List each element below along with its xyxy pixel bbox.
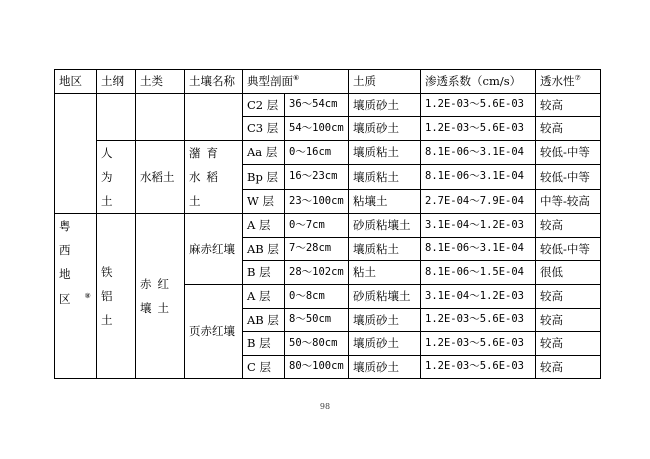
depth-cell: 80～100cm bbox=[285, 355, 349, 379]
coef-cell: 3.1E-04～1.2E-03 bbox=[421, 284, 536, 308]
layer-cell: AB 层 bbox=[243, 237, 285, 261]
layer-cell: A 层 bbox=[243, 214, 285, 238]
coef-cell: 3.1E-04～1.2E-03 bbox=[421, 214, 536, 238]
perm-cell: 较高 bbox=[536, 93, 601, 117]
layer-cell: C2 层 bbox=[243, 93, 285, 117]
name-cell: 潴育水稻土 bbox=[185, 140, 243, 213]
coef-cell: 8.1E-06～3.1E-04 bbox=[421, 165, 536, 189]
texture-cell: 壤质砂土 bbox=[349, 93, 421, 117]
region-cell-empty bbox=[55, 93, 97, 214]
texture-cell: 壤质粘土 bbox=[349, 140, 421, 164]
table-row bbox=[55, 214, 601, 238]
layer-cell: C 层 bbox=[243, 355, 285, 379]
header-profile: 典型剖面⑥ bbox=[243, 70, 349, 94]
texture-cell: 粘土 bbox=[349, 261, 421, 285]
perm-cell: 较高 bbox=[536, 332, 601, 356]
coef-cell: 1.2E-03～5.6E-03 bbox=[421, 93, 536, 117]
footnote-7: ⑦ bbox=[574, 74, 581, 83]
depth-cell: 36～54cm bbox=[285, 93, 349, 117]
depth-cell: 8～50cm bbox=[285, 308, 349, 332]
layer-cell: B 层 bbox=[243, 261, 285, 285]
coef-cell: 8.1E-06～3.1E-04 bbox=[421, 140, 536, 164]
header-region: 地区 bbox=[55, 70, 97, 94]
layer-cell: Aa 层 bbox=[243, 140, 285, 164]
perm-cell: 中等-较高 bbox=[536, 189, 601, 213]
coef-cell: 1.2E-03～5.6E-03 bbox=[421, 355, 536, 379]
header-perm: 透水性⑦ bbox=[536, 70, 601, 94]
coef-cell: 1.2E-03～5.6E-03 bbox=[421, 308, 536, 332]
perm-cell: 较高 bbox=[536, 284, 601, 308]
class-cell: 赤红壤土 bbox=[136, 214, 185, 379]
texture-cell: 砂质粘壤土 bbox=[349, 214, 421, 238]
perm-cell: 很低 bbox=[536, 261, 601, 285]
footnote-8: ⑧ bbox=[84, 291, 91, 300]
order-cell-empty bbox=[97, 93, 136, 140]
perm-cell: 较高 bbox=[536, 117, 601, 141]
header-row bbox=[55, 70, 601, 94]
layer-cell: Bp 层 bbox=[243, 165, 285, 189]
layer-cell: B 层 bbox=[243, 332, 285, 356]
coef-cell: 1.2E-03～5.6E-03 bbox=[421, 332, 536, 356]
header-name: 土壤名称 bbox=[185, 70, 243, 94]
perm-cell: 较低-中等 bbox=[536, 237, 601, 261]
texture-cell: 壤质砂土 bbox=[349, 308, 421, 332]
header-order: 土纲 bbox=[97, 70, 136, 94]
layer-cell: C3 层 bbox=[243, 117, 285, 141]
soil-permeability-table bbox=[54, 69, 601, 379]
coef-cell: 2.7E-04～7.9E-04 bbox=[421, 189, 536, 213]
depth-cell: 0～8cm bbox=[285, 284, 349, 308]
texture-cell: 砂质粘壤土 bbox=[349, 284, 421, 308]
page-number: 98 bbox=[319, 402, 331, 411]
perm-cell: 较高 bbox=[536, 308, 601, 332]
coef-cell: 1.2E-03～5.6E-03 bbox=[421, 117, 536, 141]
coef-cell: 8.1E-06～3.1E-04 bbox=[421, 237, 536, 261]
texture-cell: 粘壤土 bbox=[349, 189, 421, 213]
header-coef: 渗透系数（cm/s） bbox=[421, 70, 536, 94]
footnote-6: ⑥ bbox=[293, 74, 300, 83]
class-cell: 水稻土 bbox=[136, 140, 185, 213]
depth-cell: 50～80cm bbox=[285, 332, 349, 356]
layer-cell: W 层 bbox=[243, 189, 285, 213]
name-cell: 麻赤红壤 bbox=[185, 214, 243, 285]
texture-cell: 壤质粘土 bbox=[349, 237, 421, 261]
depth-cell: 54～100cm bbox=[285, 117, 349, 141]
depth-cell: 0～16cm bbox=[285, 140, 349, 164]
header-class: 土类 bbox=[136, 70, 185, 94]
texture-cell: 壤质砂土 bbox=[349, 332, 421, 356]
coef-cell: 8.1E-06～1.5E-04 bbox=[421, 261, 536, 285]
header-texture: 土质 bbox=[349, 70, 421, 94]
perm-cell: 较低-中等 bbox=[536, 165, 601, 189]
layer-cell: AB 层 bbox=[243, 308, 285, 332]
name-cell-empty bbox=[185, 93, 243, 140]
class-cell-empty bbox=[136, 93, 185, 140]
texture-cell: 壤质砂土 bbox=[349, 117, 421, 141]
depth-cell: 0～7cm bbox=[285, 214, 349, 238]
order-cell: 铁铝土 bbox=[97, 214, 136, 379]
perm-cell: 较高 bbox=[536, 214, 601, 238]
texture-cell: 壤质粘土 bbox=[349, 165, 421, 189]
name-cell: 页赤红壤 bbox=[185, 284, 243, 378]
depth-cell: 16～23cm bbox=[285, 165, 349, 189]
layer-cell: A 层 bbox=[243, 284, 285, 308]
perm-cell: 较低-中等 bbox=[536, 140, 601, 164]
depth-cell: 23～100cm bbox=[285, 189, 349, 213]
table-row bbox=[55, 93, 601, 117]
depth-cell: 28～102cm bbox=[285, 261, 349, 285]
region-cell: 粤西地区⑧ bbox=[55, 214, 97, 379]
texture-cell: 壤质砂土 bbox=[349, 355, 421, 379]
order-cell: 人为土 bbox=[97, 140, 136, 213]
perm-cell: 较高 bbox=[536, 355, 601, 379]
depth-cell: 7～28cm bbox=[285, 237, 349, 261]
table-row bbox=[55, 140, 601, 164]
